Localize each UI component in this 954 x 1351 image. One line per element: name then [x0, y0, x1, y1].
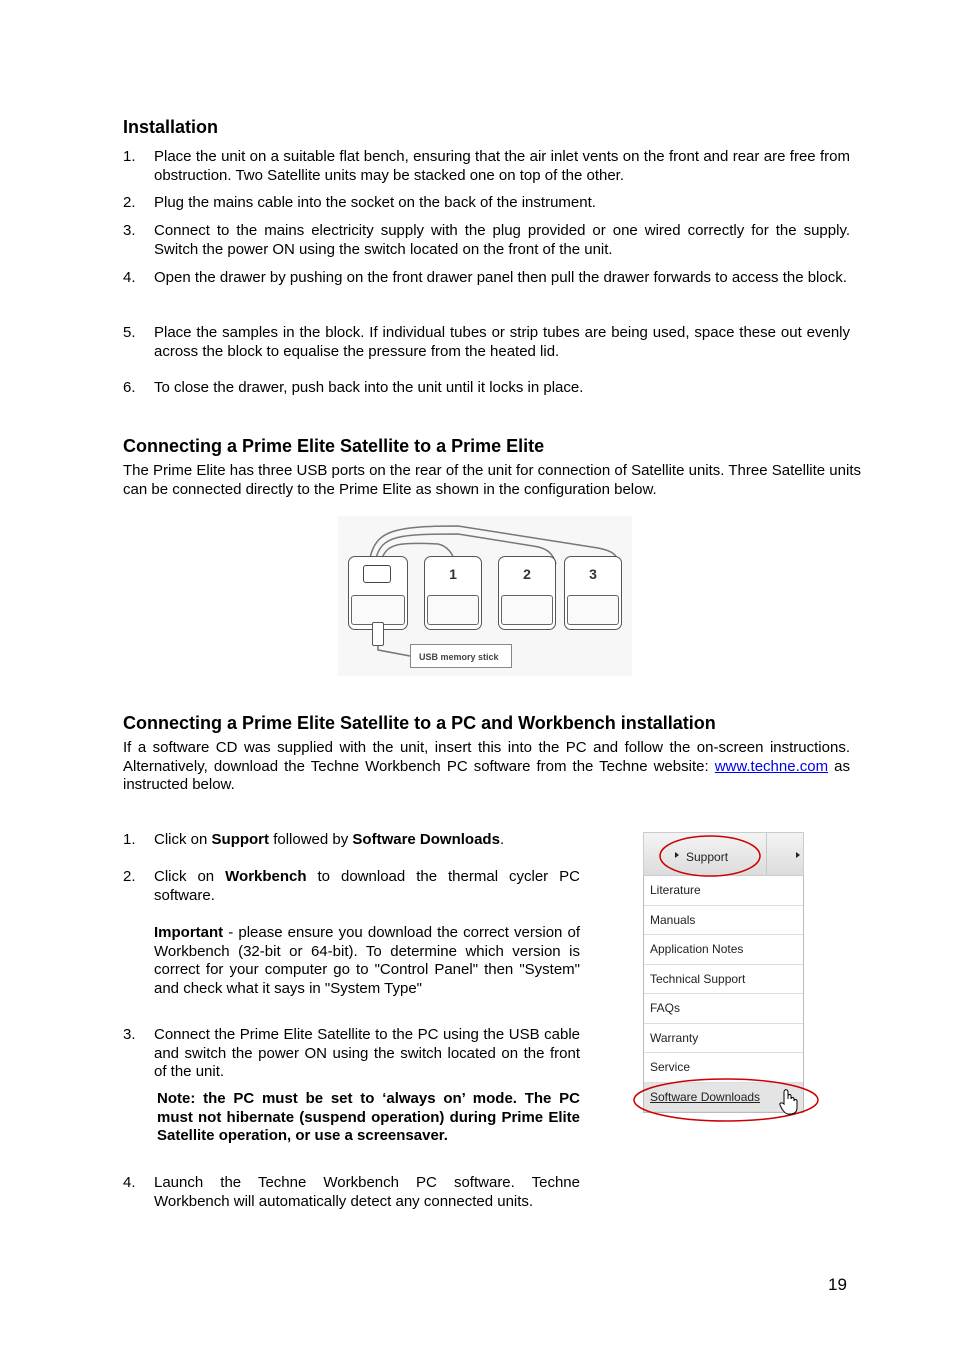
installation-heading: Installation	[123, 117, 219, 137]
satellite-elite-heading: Connecting a Prime Elite Satellite to a Prime Elite	[123, 436, 545, 456]
paragraph-text: as instructed below.	[123, 757, 850, 793]
list-number: 3.	[123, 222, 136, 239]
drawer-panel	[567, 595, 619, 625]
satellite-configuration-diagram	[338, 516, 632, 676]
satellite-unit	[424, 556, 482, 630]
important-note: Important - please ensure you download the correct version of Workbench (32-bit or 64-bit). To determine which version is correct for your computer go to "Control Panel" then "System" and check what it says in "System Type"	[154, 924, 580, 997]
list-number: 6.	[123, 379, 136, 396]
menu-item-application-notes[interactable]: Application Notes	[644, 935, 803, 965]
menu-item-warranty[interactable]: Warranty	[644, 1024, 803, 1054]
hand-cursor-icon	[780, 1090, 797, 1114]
list-number: 4.	[123, 269, 136, 286]
list-number: 2.	[123, 194, 136, 211]
step-4: Launch the Techne Workbench PC software. Techne Workbench will automatically detect any connected units.	[154, 1174, 580, 1210]
drawer-panel	[427, 595, 479, 625]
drawer-panel	[351, 595, 405, 625]
list-item: To close the drawer, push back into the unit until it locks in place.	[154, 379, 584, 396]
list-item: Place the samples in the block. If individual tubes or strip tubes are being used, space these out evenly across the block to equalise the pressure from the heated lid.	[154, 324, 850, 360]
menu-support-label[interactable]: Support	[686, 850, 729, 864]
drawer-panel	[501, 595, 553, 625]
list-number: 3.	[123, 1026, 136, 1043]
list-item: Connect to the mains electricity supply with the plug provided or one wired correctly for the supply. Switch the power ON using the switch located on the front of the unit.	[154, 222, 850, 258]
menu-item-service[interactable]: Service	[644, 1053, 803, 1083]
highlight-circles	[620, 830, 830, 1130]
list-number: 1.	[123, 148, 136, 165]
list-item: Plug the mains cable into the socket on the back of the instrument.	[154, 194, 596, 211]
satellite-elite-paragraph: The Prime Elite has three USB ports on the rear of the unit for connection of Satellite units. Three Satellite units can be connected directly to the Prime Elite as shown in the configuration below.	[123, 462, 861, 498]
menu-item-technical-support[interactable]: Technical Support	[644, 965, 803, 995]
screen-icon	[363, 565, 391, 583]
satellite-unit	[564, 556, 622, 630]
satellite-pc-heading: Connecting a Prime Elite Satellite to a PC and Workbench installation	[123, 713, 716, 733]
menu-item-faqs[interactable]: FAQs	[644, 994, 803, 1024]
step-3: Connect the Prime Elite Satellite to the PC using the USB cable and switch the power ON using the switch located on the front of the unit.	[154, 1026, 580, 1080]
list-number: 2.	[123, 868, 136, 885]
satellite-pc-paragraph	[123, 739, 850, 795]
unit-number: 3	[589, 566, 597, 582]
techne-website-link[interactable]: www.techne.com	[714, 757, 829, 775]
list-number: 5.	[123, 324, 136, 341]
list-number: 4.	[123, 1174, 136, 1191]
usb-memory-stick-label: USB memory stick	[410, 644, 512, 668]
step-2: Click on Workbench to download the thermal cycler PC software.	[154, 868, 580, 904]
page-number: 19	[828, 1275, 847, 1294]
menu-item-software-downloads[interactable]: Software Downloads	[644, 1083, 803, 1113]
list-number: 1.	[123, 831, 136, 848]
usb-stick-icon	[372, 622, 384, 646]
pc-power-note: Note: the PC must be set to ‘always on’ mode. The PC must not hibernate (suspend operation) during Prime Elite Satellite operation, or use a screensaver.	[157, 1090, 580, 1144]
satellite-unit	[498, 556, 556, 630]
menu-item-literature[interactable]: Literature	[644, 876, 803, 906]
step-1: Click on Support followed by Software Downloads.	[154, 831, 505, 848]
menu-item-manuals[interactable]: Manuals	[644, 906, 803, 936]
paragraph-text: If a software CD was supplied with the unit, insert this into the PC and follow the on-screen instructions. Alternatively, download the Techne Workbench PC software from the Techne website:	[123, 739, 850, 775]
list-item: Open the drawer by pushing on the front drawer panel then pull the drawer forwards to access the block.	[154, 269, 847, 286]
unit-number: 2	[523, 566, 531, 582]
prime-elite-unit	[348, 556, 408, 630]
list-item: Place the unit on a suitable flat bench, ensuring that the air inlet vents on the front and rear are free from obstruction. Two Satellite units may be stacked one on top of the other.	[154, 148, 850, 184]
support-highlight-circle	[660, 836, 760, 876]
unit-number: 1	[449, 566, 457, 582]
